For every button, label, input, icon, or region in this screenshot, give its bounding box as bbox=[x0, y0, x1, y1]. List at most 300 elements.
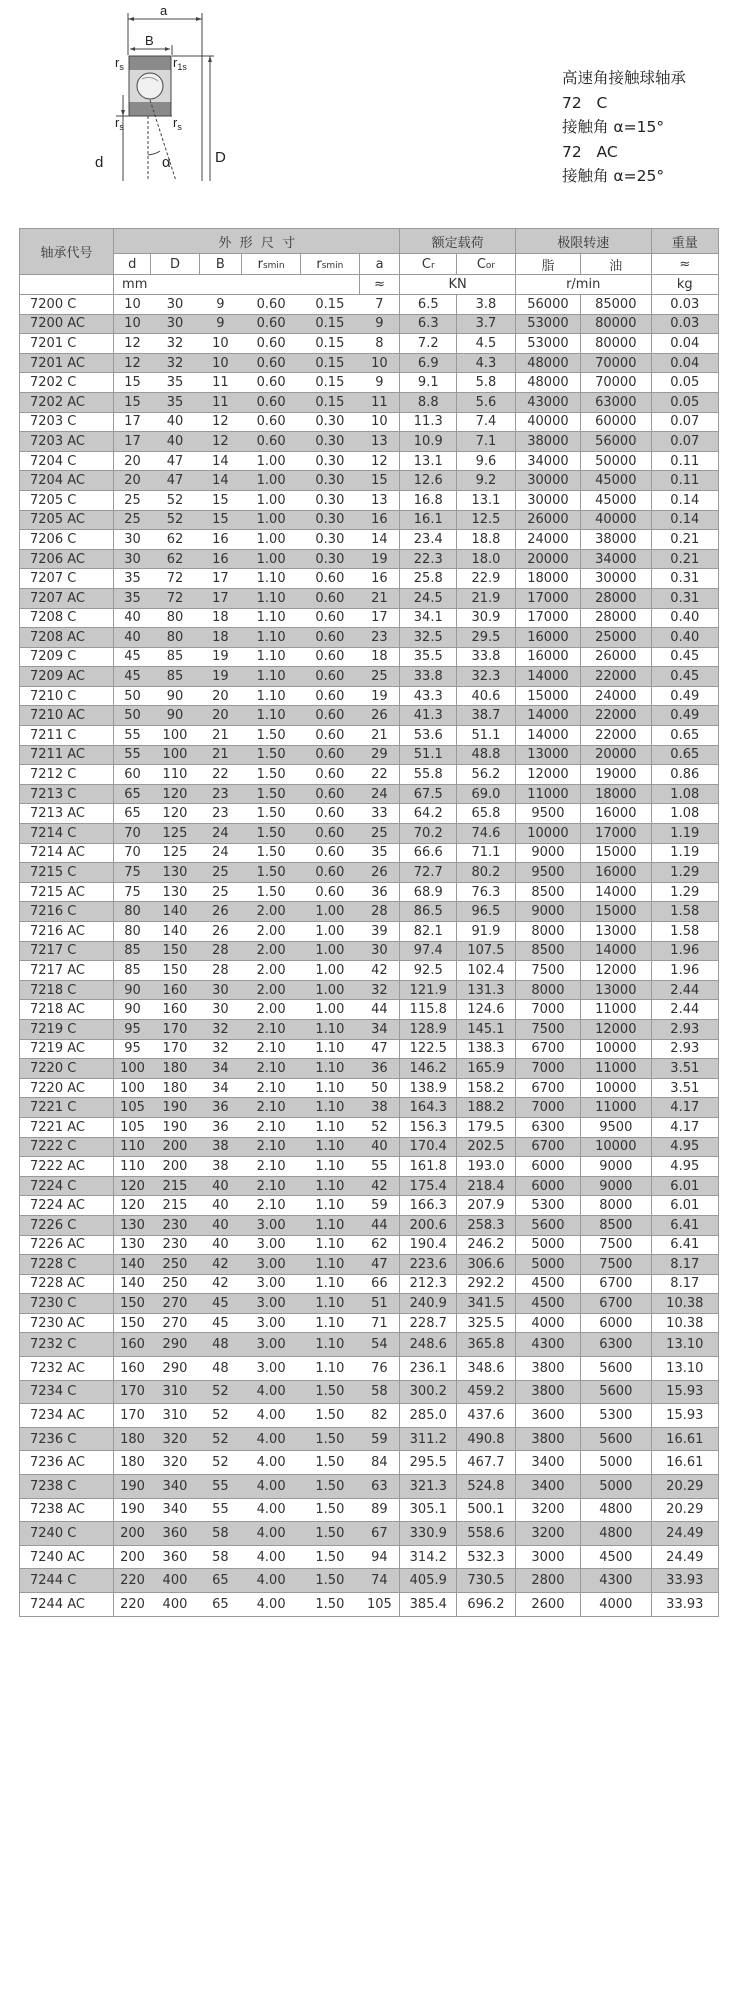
cell-speed-grease: 12000 bbox=[515, 765, 580, 785]
cell-Cr: 86.5 bbox=[400, 902, 457, 922]
cell-weight: 16.61 bbox=[651, 1451, 718, 1475]
cell-r1smin: 0.15 bbox=[301, 295, 360, 315]
cell-bearing-code: 7232 C bbox=[20, 1333, 114, 1357]
cell-d: 35 bbox=[114, 569, 151, 589]
cell-rsmin: 3.00 bbox=[242, 1215, 301, 1235]
cell-bearing-code: 7218 C bbox=[20, 980, 114, 1000]
cell-r1smin: 1.00 bbox=[301, 961, 360, 981]
table-row bbox=[20, 1235, 719, 1255]
cell-a: 32 bbox=[359, 980, 400, 1000]
cell-a: 14 bbox=[359, 530, 400, 550]
cell-speed-oil: 15000 bbox=[581, 843, 652, 863]
cell-speed-oil: 56000 bbox=[581, 432, 652, 452]
cell-r1smin: 1.10 bbox=[301, 1019, 360, 1039]
cell-a: 51 bbox=[359, 1294, 400, 1314]
label-rs-inner-sub: s bbox=[177, 122, 182, 132]
cell-speed-oil: 4800 bbox=[581, 1498, 652, 1522]
cell-d: 220 bbox=[114, 1593, 151, 1617]
cell-Cr: 228.7 bbox=[400, 1313, 457, 1333]
cell-B: 34 bbox=[199, 1078, 242, 1098]
cell-d: 85 bbox=[114, 941, 151, 961]
header-limit-speed: 极限转速 bbox=[515, 229, 651, 254]
cell-Cr: 300.2 bbox=[400, 1380, 457, 1404]
cell-speed-grease: 5000 bbox=[515, 1235, 580, 1255]
cell-Cor: 348.6 bbox=[457, 1357, 516, 1381]
table-row bbox=[20, 1059, 719, 1079]
cell-speed-grease: 6700 bbox=[515, 1078, 580, 1098]
cell-d: 95 bbox=[114, 1019, 151, 1039]
cell-speed-grease: 53000 bbox=[515, 334, 580, 354]
cell-r1smin: 1.10 bbox=[301, 1274, 360, 1294]
cell-rsmin: 1.10 bbox=[242, 569, 301, 589]
cell-r1smin: 0.60 bbox=[301, 647, 360, 667]
cell-r1smin: 1.10 bbox=[301, 1098, 360, 1118]
cell-speed-oil: 80000 bbox=[581, 334, 652, 354]
cell-Cor: 9.6 bbox=[457, 451, 516, 471]
cell-bearing-code: 7238 C bbox=[20, 1475, 114, 1499]
cell-B: 42 bbox=[199, 1255, 242, 1275]
cell-Cr: 43.3 bbox=[400, 686, 457, 706]
cell-speed-grease: 30000 bbox=[515, 490, 580, 510]
cell-speed-grease: 3000 bbox=[515, 1545, 580, 1569]
cell-speed-oil: 25000 bbox=[581, 628, 652, 648]
table-row bbox=[20, 471, 719, 491]
cell-weight: 4.95 bbox=[651, 1157, 718, 1177]
cell-d: 25 bbox=[114, 490, 151, 510]
cell-weight: 0.49 bbox=[651, 686, 718, 706]
cell-d: 30 bbox=[114, 530, 151, 550]
cell-r1smin: 0.60 bbox=[301, 765, 360, 785]
table-row bbox=[20, 1404, 719, 1428]
cell-d: 75 bbox=[114, 882, 151, 902]
cell-B: 52 bbox=[199, 1451, 242, 1475]
cell-weight: 24.49 bbox=[651, 1545, 718, 1569]
cell-rsmin: 0.60 bbox=[242, 314, 301, 334]
cell-B: 25 bbox=[199, 882, 242, 902]
cell-weight: 1.29 bbox=[651, 863, 718, 883]
cell-r1smin: 0.15 bbox=[301, 353, 360, 373]
cell-B: 40 bbox=[199, 1215, 242, 1235]
cell-weight: 15.93 bbox=[651, 1380, 718, 1404]
table-row bbox=[20, 1333, 719, 1357]
cell-d: 190 bbox=[114, 1498, 151, 1522]
cell-speed-grease: 6000 bbox=[515, 1176, 580, 1196]
cell-Cor: 102.4 bbox=[457, 961, 516, 981]
label-D: D bbox=[215, 149, 226, 166]
table-row bbox=[20, 1098, 719, 1118]
unit-kg: kg bbox=[651, 275, 718, 295]
table-row bbox=[20, 726, 719, 746]
cell-bearing-code: 7238 AC bbox=[20, 1498, 114, 1522]
cell-r1smin: 1.10 bbox=[301, 1117, 360, 1137]
label-B: B bbox=[145, 33, 154, 48]
cell-a: 71 bbox=[359, 1313, 400, 1333]
cell-rsmin: 0.60 bbox=[242, 432, 301, 452]
cell-B: 48 bbox=[199, 1333, 242, 1357]
cell-D: 140 bbox=[151, 902, 199, 922]
cell-bearing-code: 7200 AC bbox=[20, 314, 114, 334]
cell-speed-grease: 17000 bbox=[515, 608, 580, 628]
header-load-rating: 额定载荷 bbox=[400, 229, 515, 254]
cell-bearing-code: 7244 AC bbox=[20, 1593, 114, 1617]
cell-speed-oil: 10000 bbox=[581, 1137, 652, 1157]
cell-bearing-code: 7215 C bbox=[20, 863, 114, 883]
cell-rsmin: 4.00 bbox=[242, 1545, 301, 1569]
cell-D: 400 bbox=[151, 1569, 199, 1593]
cell-r1smin: 1.00 bbox=[301, 941, 360, 961]
cell-D: 35 bbox=[151, 373, 199, 393]
cell-r1smin: 0.30 bbox=[301, 490, 360, 510]
cell-bearing-code: 7201 AC bbox=[20, 353, 114, 373]
cell-rsmin: 1.10 bbox=[242, 647, 301, 667]
cell-speed-oil: 70000 bbox=[581, 353, 652, 373]
cell-bearing-code: 7216 AC bbox=[20, 922, 114, 942]
cell-Cor: 13.1 bbox=[457, 490, 516, 510]
cell-r1smin: 1.10 bbox=[301, 1137, 360, 1157]
cell-d: 160 bbox=[114, 1357, 151, 1381]
unit-mm: mm bbox=[114, 275, 360, 295]
cell-bearing-code: 7230 AC bbox=[20, 1313, 114, 1333]
cell-d: 180 bbox=[114, 1427, 151, 1451]
cell-Cor: 179.5 bbox=[457, 1117, 516, 1137]
table-row bbox=[20, 1157, 719, 1177]
table-row bbox=[20, 824, 719, 844]
cell-speed-oil: 13000 bbox=[581, 922, 652, 942]
table-row bbox=[20, 451, 719, 471]
cell-rsmin: 0.60 bbox=[242, 412, 301, 432]
cell-weight: 0.11 bbox=[651, 471, 718, 491]
table-row bbox=[20, 647, 719, 667]
cell-Cr: 32.5 bbox=[400, 628, 457, 648]
cell-B: 45 bbox=[199, 1313, 242, 1333]
cell-Cor: 21.9 bbox=[457, 588, 516, 608]
table-row bbox=[20, 530, 719, 550]
cell-B: 10 bbox=[199, 334, 242, 354]
cell-speed-oil: 13000 bbox=[581, 980, 652, 1000]
cell-D: 47 bbox=[151, 471, 199, 491]
cell-rsmin: 1.10 bbox=[242, 608, 301, 628]
cell-rsmin: 2.10 bbox=[242, 1098, 301, 1118]
cell-rsmin: 2.10 bbox=[242, 1059, 301, 1079]
cell-r1smin: 1.10 bbox=[301, 1294, 360, 1314]
cell-Cor: 193.0 bbox=[457, 1157, 516, 1177]
cell-speed-oil: 19000 bbox=[581, 765, 652, 785]
cell-weight: 1.08 bbox=[651, 784, 718, 804]
cell-Cor: 500.1 bbox=[457, 1498, 516, 1522]
cell-speed-oil: 40000 bbox=[581, 510, 652, 530]
table-row bbox=[20, 1019, 719, 1039]
cell-weight: 1.08 bbox=[651, 804, 718, 824]
cell-speed-oil: 20000 bbox=[581, 745, 652, 765]
cell-a: 36 bbox=[359, 1059, 400, 1079]
cell-weight: 2.93 bbox=[651, 1019, 718, 1039]
cell-weight: 0.21 bbox=[651, 549, 718, 569]
cell-Cor: 4.5 bbox=[457, 334, 516, 354]
cell-D: 160 bbox=[151, 980, 199, 1000]
cell-bearing-code: 7206 C bbox=[20, 530, 114, 550]
cell-B: 36 bbox=[199, 1117, 242, 1137]
cell-speed-oil: 12000 bbox=[581, 961, 652, 981]
cell-speed-grease: 3200 bbox=[515, 1498, 580, 1522]
cell-speed-grease: 26000 bbox=[515, 510, 580, 530]
cell-a: 55 bbox=[359, 1157, 400, 1177]
cell-bearing-code: 7219 AC bbox=[20, 1039, 114, 1059]
label-r1s-sub: 1s bbox=[177, 62, 187, 72]
cell-d: 70 bbox=[114, 824, 151, 844]
cell-a: 26 bbox=[359, 706, 400, 726]
cell-Cr: 55.8 bbox=[400, 765, 457, 785]
cell-bearing-code: 7204 AC bbox=[20, 471, 114, 491]
cell-weight: 1.58 bbox=[651, 902, 718, 922]
cell-weight: 24.49 bbox=[651, 1522, 718, 1546]
cell-a: 33 bbox=[359, 804, 400, 824]
cell-B: 32 bbox=[199, 1039, 242, 1059]
cell-B: 9 bbox=[199, 295, 242, 315]
cell-weight: 8.17 bbox=[651, 1255, 718, 1275]
cell-speed-oil: 11000 bbox=[581, 1000, 652, 1020]
cell-d: 120 bbox=[114, 1176, 151, 1196]
cell-Cr: 175.4 bbox=[400, 1176, 457, 1196]
cell-D: 400 bbox=[151, 1593, 199, 1617]
cell-speed-oil: 5000 bbox=[581, 1475, 652, 1499]
cell-speed-oil: 60000 bbox=[581, 412, 652, 432]
cell-speed-oil: 8000 bbox=[581, 1196, 652, 1216]
cell-speed-grease: 30000 bbox=[515, 471, 580, 491]
cell-D: 80 bbox=[151, 628, 199, 648]
cell-Cr: 82.1 bbox=[400, 922, 457, 942]
cell-r1smin: 0.30 bbox=[301, 471, 360, 491]
cell-rsmin: 2.00 bbox=[242, 941, 301, 961]
cell-D: 150 bbox=[151, 941, 199, 961]
cell-D: 130 bbox=[151, 863, 199, 883]
cell-speed-grease: 4500 bbox=[515, 1294, 580, 1314]
cell-D: 340 bbox=[151, 1498, 199, 1522]
table-row bbox=[20, 784, 719, 804]
cell-D: 250 bbox=[151, 1274, 199, 1294]
cell-weight: 2.44 bbox=[651, 980, 718, 1000]
cell-B: 38 bbox=[199, 1137, 242, 1157]
col-D: D bbox=[151, 254, 199, 275]
cell-r1smin: 0.30 bbox=[301, 510, 360, 530]
cell-d: 40 bbox=[114, 628, 151, 648]
cell-D: 90 bbox=[151, 686, 199, 706]
cell-d: 30 bbox=[114, 549, 151, 569]
cell-B: 52 bbox=[199, 1404, 242, 1428]
cell-weight: 1.96 bbox=[651, 961, 718, 981]
cell-B: 21 bbox=[199, 745, 242, 765]
cell-d: 130 bbox=[114, 1235, 151, 1255]
cell-D: 250 bbox=[151, 1255, 199, 1275]
cell-speed-grease: 48000 bbox=[515, 353, 580, 373]
cell-B: 23 bbox=[199, 784, 242, 804]
table-row bbox=[20, 392, 719, 412]
table-row bbox=[20, 588, 719, 608]
cell-speed-grease: 11000 bbox=[515, 784, 580, 804]
cell-a: 9 bbox=[359, 314, 400, 334]
cell-B: 65 bbox=[199, 1569, 242, 1593]
cell-weight: 1.29 bbox=[651, 882, 718, 902]
cell-D: 180 bbox=[151, 1078, 199, 1098]
cell-bearing-code: 7217 AC bbox=[20, 961, 114, 981]
cell-speed-grease: 24000 bbox=[515, 530, 580, 550]
cell-speed-oil: 85000 bbox=[581, 295, 652, 315]
cell-a: 54 bbox=[359, 1333, 400, 1357]
cell-Cr: 23.4 bbox=[400, 530, 457, 550]
cell-Cor: 459.2 bbox=[457, 1380, 516, 1404]
cell-Cor: 165.9 bbox=[457, 1059, 516, 1079]
cell-Cor: 91.9 bbox=[457, 922, 516, 942]
cell-Cor: 138.3 bbox=[457, 1039, 516, 1059]
cell-weight: 0.14 bbox=[651, 510, 718, 530]
cell-D: 170 bbox=[151, 1019, 199, 1039]
cell-rsmin: 3.00 bbox=[242, 1313, 301, 1333]
cell-Cor: 730.5 bbox=[457, 1569, 516, 1593]
cell-speed-oil: 5600 bbox=[581, 1427, 652, 1451]
cell-speed-grease: 5300 bbox=[515, 1196, 580, 1216]
cell-B: 17 bbox=[199, 569, 242, 589]
cell-bearing-code: 7217 C bbox=[20, 941, 114, 961]
cell-B: 40 bbox=[199, 1235, 242, 1255]
cell-D: 52 bbox=[151, 510, 199, 530]
cell-r1smin: 0.15 bbox=[301, 373, 360, 393]
cell-speed-grease: 4300 bbox=[515, 1333, 580, 1357]
label-d: d bbox=[95, 154, 104, 171]
label-rs-top: r bbox=[115, 55, 120, 70]
cell-rsmin: 4.00 bbox=[242, 1593, 301, 1617]
cell-rsmin: 1.00 bbox=[242, 471, 301, 491]
cell-d: 100 bbox=[114, 1059, 151, 1079]
table-row bbox=[20, 1196, 719, 1216]
cell-bearing-code: 7221 C bbox=[20, 1098, 114, 1118]
cell-d: 50 bbox=[114, 686, 151, 706]
cell-Cr: 16.1 bbox=[400, 510, 457, 530]
cell-d: 20 bbox=[114, 471, 151, 491]
cell-Cr: 7.2 bbox=[400, 334, 457, 354]
cell-B: 16 bbox=[199, 530, 242, 550]
cell-speed-oil: 4300 bbox=[581, 1569, 652, 1593]
cell-r1smin: 0.60 bbox=[301, 667, 360, 687]
header-bearing-code: 轴承代号 bbox=[20, 229, 114, 275]
cell-weight: 0.31 bbox=[651, 588, 718, 608]
cell-Cor: 18.0 bbox=[457, 549, 516, 569]
cell-rsmin: 1.10 bbox=[242, 628, 301, 648]
col-Cr: Cr bbox=[400, 254, 457, 275]
cell-r1smin: 1.10 bbox=[301, 1255, 360, 1275]
cell-bearing-code: 7236 AC bbox=[20, 1451, 114, 1475]
cell-weight: 0.65 bbox=[651, 745, 718, 765]
col-oil: 油 bbox=[581, 254, 652, 275]
cell-Cor: 532.3 bbox=[457, 1545, 516, 1569]
spec-table-body bbox=[20, 295, 719, 1617]
cell-Cr: 34.1 bbox=[400, 608, 457, 628]
cell-Cor: 490.8 bbox=[457, 1427, 516, 1451]
cell-Cor: 4.3 bbox=[457, 353, 516, 373]
table-row bbox=[20, 549, 719, 569]
cell-speed-oil: 11000 bbox=[581, 1098, 652, 1118]
cell-Cor: 365.8 bbox=[457, 1333, 516, 1357]
cell-speed-grease: 3600 bbox=[515, 1404, 580, 1428]
cell-weight: 1.19 bbox=[651, 843, 718, 863]
cell-D: 320 bbox=[151, 1427, 199, 1451]
table-row bbox=[20, 1176, 719, 1196]
cell-Cor: 202.5 bbox=[457, 1137, 516, 1157]
cell-D: 100 bbox=[151, 726, 199, 746]
cell-a: 67 bbox=[359, 1522, 400, 1546]
cell-bearing-code: 7218 AC bbox=[20, 1000, 114, 1020]
cell-rsmin: 2.10 bbox=[242, 1137, 301, 1157]
cell-B: 19 bbox=[199, 647, 242, 667]
cell-B: 58 bbox=[199, 1545, 242, 1569]
cell-speed-grease: 8500 bbox=[515, 941, 580, 961]
cell-B: 58 bbox=[199, 1522, 242, 1546]
table-row bbox=[20, 1117, 719, 1137]
cell-d: 170 bbox=[114, 1380, 151, 1404]
cell-a: 44 bbox=[359, 1000, 400, 1020]
cell-a: 74 bbox=[359, 1569, 400, 1593]
cell-B: 45 bbox=[199, 1294, 242, 1314]
table-row bbox=[20, 1294, 719, 1314]
svg-text:rs bbox=[173, 115, 182, 132]
cell-weight: 0.03 bbox=[651, 314, 718, 334]
cell-r1smin: 1.50 bbox=[301, 1380, 360, 1404]
cell-speed-grease: 7000 bbox=[515, 1059, 580, 1079]
cell-rsmin: 2.00 bbox=[242, 922, 301, 942]
desc-line-1: 72 C bbox=[562, 93, 608, 112]
cell-Cor: 218.4 bbox=[457, 1176, 516, 1196]
cell-bearing-code: 7209 AC bbox=[20, 667, 114, 687]
label-rs-inner: r bbox=[173, 115, 178, 130]
cell-a: 36 bbox=[359, 882, 400, 902]
cell-B: 14 bbox=[199, 471, 242, 491]
cell-speed-grease: 8000 bbox=[515, 922, 580, 942]
cell-a: 94 bbox=[359, 1545, 400, 1569]
cell-speed-oil: 63000 bbox=[581, 392, 652, 412]
cell-speed-oil: 5000 bbox=[581, 1451, 652, 1475]
cell-Cor: 558.6 bbox=[457, 1522, 516, 1546]
cell-weight: 1.58 bbox=[651, 922, 718, 942]
cell-a: 39 bbox=[359, 922, 400, 942]
cell-Cr: 41.3 bbox=[400, 706, 457, 726]
cell-D: 190 bbox=[151, 1098, 199, 1118]
cell-r1smin: 1.50 bbox=[301, 1475, 360, 1499]
cell-bearing-code: 7202 C bbox=[20, 373, 114, 393]
cell-weight: 6.01 bbox=[651, 1176, 718, 1196]
cell-d: 200 bbox=[114, 1545, 151, 1569]
cell-speed-grease: 7000 bbox=[515, 1000, 580, 1020]
table-row bbox=[20, 1380, 719, 1404]
cell-B: 55 bbox=[199, 1498, 242, 1522]
table-row bbox=[20, 1522, 719, 1546]
cell-Cor: 306.6 bbox=[457, 1255, 516, 1275]
cell-Cor: 29.5 bbox=[457, 628, 516, 648]
cell-d: 160 bbox=[114, 1333, 151, 1357]
cell-D: 85 bbox=[151, 667, 199, 687]
cell-B: 15 bbox=[199, 490, 242, 510]
cell-speed-grease: 43000 bbox=[515, 392, 580, 412]
table-row bbox=[20, 765, 719, 785]
cell-weight: 20.29 bbox=[651, 1498, 718, 1522]
cell-Cor: 38.7 bbox=[457, 706, 516, 726]
cell-bearing-code: 7209 C bbox=[20, 647, 114, 667]
cell-B: 40 bbox=[199, 1196, 242, 1216]
cell-speed-grease: 17000 bbox=[515, 588, 580, 608]
desc-title: 高速角接触球轴承 bbox=[562, 69, 687, 87]
cell-a: 40 bbox=[359, 1137, 400, 1157]
cell-Cr: 190.4 bbox=[400, 1235, 457, 1255]
cell-weight: 10.38 bbox=[651, 1294, 718, 1314]
cell-speed-oil: 17000 bbox=[581, 824, 652, 844]
cell-speed-oil: 34000 bbox=[581, 549, 652, 569]
